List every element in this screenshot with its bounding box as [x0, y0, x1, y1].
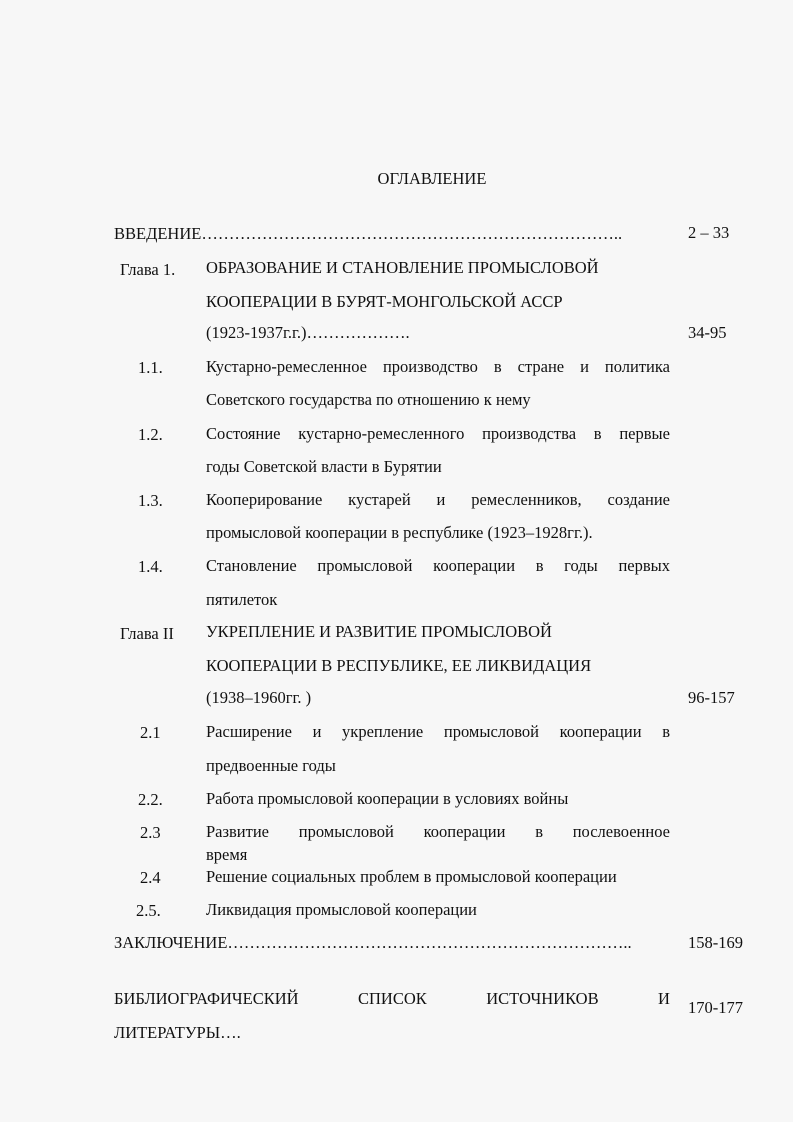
word: и	[312, 722, 322, 741]
section-title-line2: Советского государства по отношению к нему	[206, 390, 531, 409]
word: Кустарно-ремесленное	[206, 357, 367, 376]
chapter1-title-line2: КООПЕРАЦИИ В БУРЯТ-МОНГОЛЬСКОЙ АССР	[206, 292, 563, 311]
word: производство	[382, 357, 478, 376]
word: кооперации	[559, 722, 642, 741]
section-title-line1: Работа промысловой кооперации в условиях войны	[206, 789, 569, 808]
section-number: 2.2.	[138, 790, 163, 809]
word: годы	[564, 556, 598, 575]
section-number: 1.4.	[138, 557, 163, 576]
toc-conclusion-pages: 158-169	[688, 933, 743, 952]
toc-bibliography-pages: 170-177	[688, 998, 743, 1017]
word: производства	[482, 424, 577, 443]
word: ремесленников,	[471, 490, 582, 509]
word: БИБЛИОГРАФИЧЕСКИЙ	[114, 989, 299, 1008]
section-number: 1.1.	[138, 358, 163, 377]
word: укрепление	[342, 722, 424, 741]
toc-conclusion-leader: ………………………………………………………………..	[227, 933, 632, 952]
section-title-line1	[206, 722, 670, 742]
section-title-line1: Решение социальных проблем в промысловой кооперации	[206, 867, 617, 886]
word: Кооперирование	[206, 490, 323, 509]
section-title-line1	[206, 556, 670, 576]
section-title-line2: время	[206, 845, 248, 864]
chapter1-title-line3: (1923-1937г.г.)……………….	[206, 323, 410, 342]
word: промысловой	[298, 822, 394, 841]
word: Расширение	[206, 722, 292, 741]
chapter2-title-line1: УКРЕПЛЕНИЕ И РАЗВИТИЕ ПРОМЫСЛОВОЙ	[206, 622, 552, 641]
section-title-line1	[206, 357, 670, 377]
section-number: 2.1	[140, 723, 161, 742]
section-title-line1: Ликвидация промысловой кооперации	[206, 900, 477, 919]
section-title-line2: годы Советской власти в Бурятии	[206, 457, 442, 476]
section-number: 1.3.	[138, 491, 163, 510]
section-title-line2: пятилеток	[206, 590, 278, 609]
section-number: 2.3	[140, 823, 161, 842]
word: в	[593, 424, 602, 443]
word: первые	[619, 424, 670, 443]
word: и	[580, 357, 589, 376]
word: кустарно-ремесленного	[298, 424, 465, 443]
section-title-line1	[206, 424, 670, 444]
toc-intro-leader: …………………………………………………………………..	[201, 224, 623, 243]
toc-conclusion-label: ЗАКЛЮЧЕНИЕ	[114, 933, 228, 952]
word: Становление	[206, 556, 297, 575]
section-title-line2: предвоенные годы	[206, 756, 336, 775]
section-number: 2.4	[140, 868, 161, 887]
word: СПИСОК	[358, 989, 427, 1008]
word: в	[535, 822, 543, 841]
word: в	[493, 357, 502, 376]
toc-intro-label: ВВЕДЕНИЕ	[114, 224, 202, 243]
chapter1-pages: 34-95	[688, 323, 727, 342]
chapter2-title-line2: КООПЕРАЦИИ В РЕСПУБЛИКЕ, ЕЕ ЛИКВИДАЦИЯ	[206, 656, 592, 675]
chapter1-title-line1: ОБРАЗОВАНИЕ И СТАНОВЛЕНИЕ ПРОМЫСЛОВОЙ	[206, 258, 599, 277]
section-title-line1	[206, 822, 670, 842]
section-title-line1	[206, 490, 670, 510]
section-number: 1.2.	[138, 425, 163, 444]
word: промысловой	[443, 722, 540, 741]
word: в	[535, 556, 544, 575]
toc-conclusion	[114, 933, 634, 953]
chapter1-label: Глава 1.	[120, 260, 176, 279]
section-number: 2.5.	[136, 901, 161, 920]
word: ИСТОЧНИКОВ	[486, 989, 599, 1008]
word: промысловой	[317, 556, 413, 575]
word: Развитие	[206, 822, 270, 841]
word: стране	[517, 357, 565, 376]
word: И	[658, 989, 670, 1008]
toc-bibliography-line2: ЛИТЕРАТУРЫ….	[114, 1023, 241, 1042]
chapter2-title-line3: (1938–1960гг. )	[206, 688, 312, 707]
word: создание	[607, 490, 670, 509]
chapter2-label: Глава II	[120, 624, 174, 643]
toc-bibliography-line1	[114, 989, 670, 1009]
word: в	[662, 722, 670, 741]
toc-intro	[114, 224, 649, 244]
word: послевоенное	[572, 822, 670, 841]
word: кооперации	[423, 822, 506, 841]
word: кустарей	[348, 490, 411, 509]
word: и	[436, 490, 446, 509]
word: Состояние	[206, 424, 281, 443]
toc-intro-pages: 2 – 33	[688, 223, 730, 242]
word: первых	[618, 556, 670, 575]
page-title: ОГЛАВЛЕНИЕ	[377, 169, 487, 188]
section-title-line2: промысловой кооперации в республике (1923–1928гг.).	[206, 523, 593, 542]
word: политика	[604, 357, 670, 376]
word: кооперации	[433, 556, 516, 575]
chapter2-pages: 96-157	[688, 688, 735, 707]
